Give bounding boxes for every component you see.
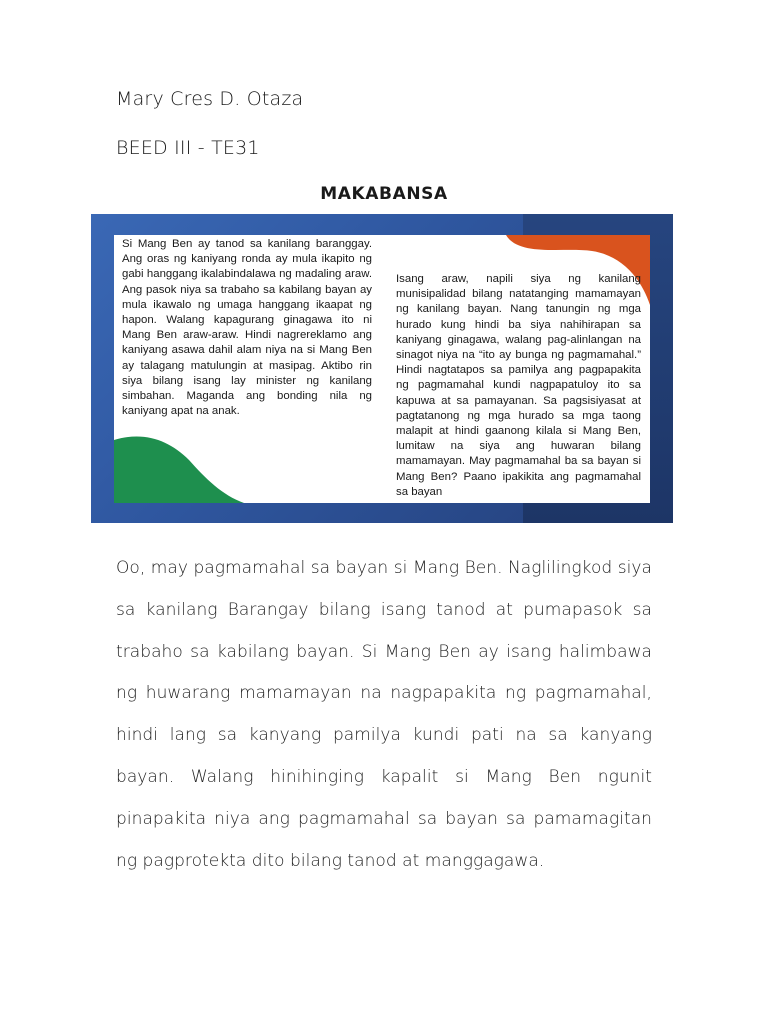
passage-card — [114, 235, 650, 503]
passage-right-column: Isang araw, napili siya ng kanilang munisipalidad bilang natatanging mamamayan ng kanilang bayan. Nang tanungin ng mga hurado kung hindi ba siya nahihirapan sa kaniyang ginagawa, walang pag-alinlangan na sinagot niya na “ito ay bunga ng pagmamahal.” Hindi nagtatapos sa pamilya ang pagpapakita ng pagmamahal kundi nagpapatuloy ito sa kapuwa at sa pamayanan. Sa pagsisiyasat at pagtatanong ng mga hurado sa mga taong malapit at hindi gaanong kilala si Mang Ben, lumitaw na siya ang huwaran bilang mamamayan. May pagmamahal ba sa bayan si Mang Ben? Paano ipakikita ang pagmamahal sa bayan — [396, 273, 641, 498]
author-name: Mary Cres D. Otaza — [116, 88, 304, 110]
course-code: BEED III - TE31 — [116, 137, 260, 159]
green-wave — [114, 437, 244, 503]
document-title: MAKABANSA — [320, 184, 448, 204]
answer-paragraph: Oo, may pagmamahal sa bayan si Mang Ben. Naglilingkod siya sa kanilang Barangay bilang isang tanod at pumapasok sa trabaho sa kabilang bayan. Si Mang Ben ay isang halimbawa ng huwarang mamamayan na nagpapakita ng pagmamahal, hindi lang sa kanyang pamilya kundi pati na sa kanyang bayan. Walang hinihinging kapalit si Mang Ben ngunit pinapakita niya ang pagmamahal sa bayan sa pamamagitan ng pagprotekta dito bilang tanod at manggagawa. — [116, 558, 652, 871]
passage-left-column: Si Mang Ben ay tanod sa kanilang baranggay. Ang oras ng kaniyang ronda ay mula ikapito ng gabi hanggang ikalabindalawa ng madaling araw. Ang pasok niya sa trabaho sa kabilang bayan ay mula ikawalo ng umaga hanggang ikaapat ng hapon. Walang kapagurang ginagawa ito ni Mang Ben araw-araw. Hindi nagrereklamo ang kaniyang asawa dahil alam niya na si Mang Ben ay talagang matulungin at masipag. Aktibo rin siya bilang isang lay minister ng kanilang simbahan. Maganda ang bonding nila ng kaniyang apat na anak. — [122, 238, 372, 418]
reading-passage-image — [91, 214, 673, 523]
